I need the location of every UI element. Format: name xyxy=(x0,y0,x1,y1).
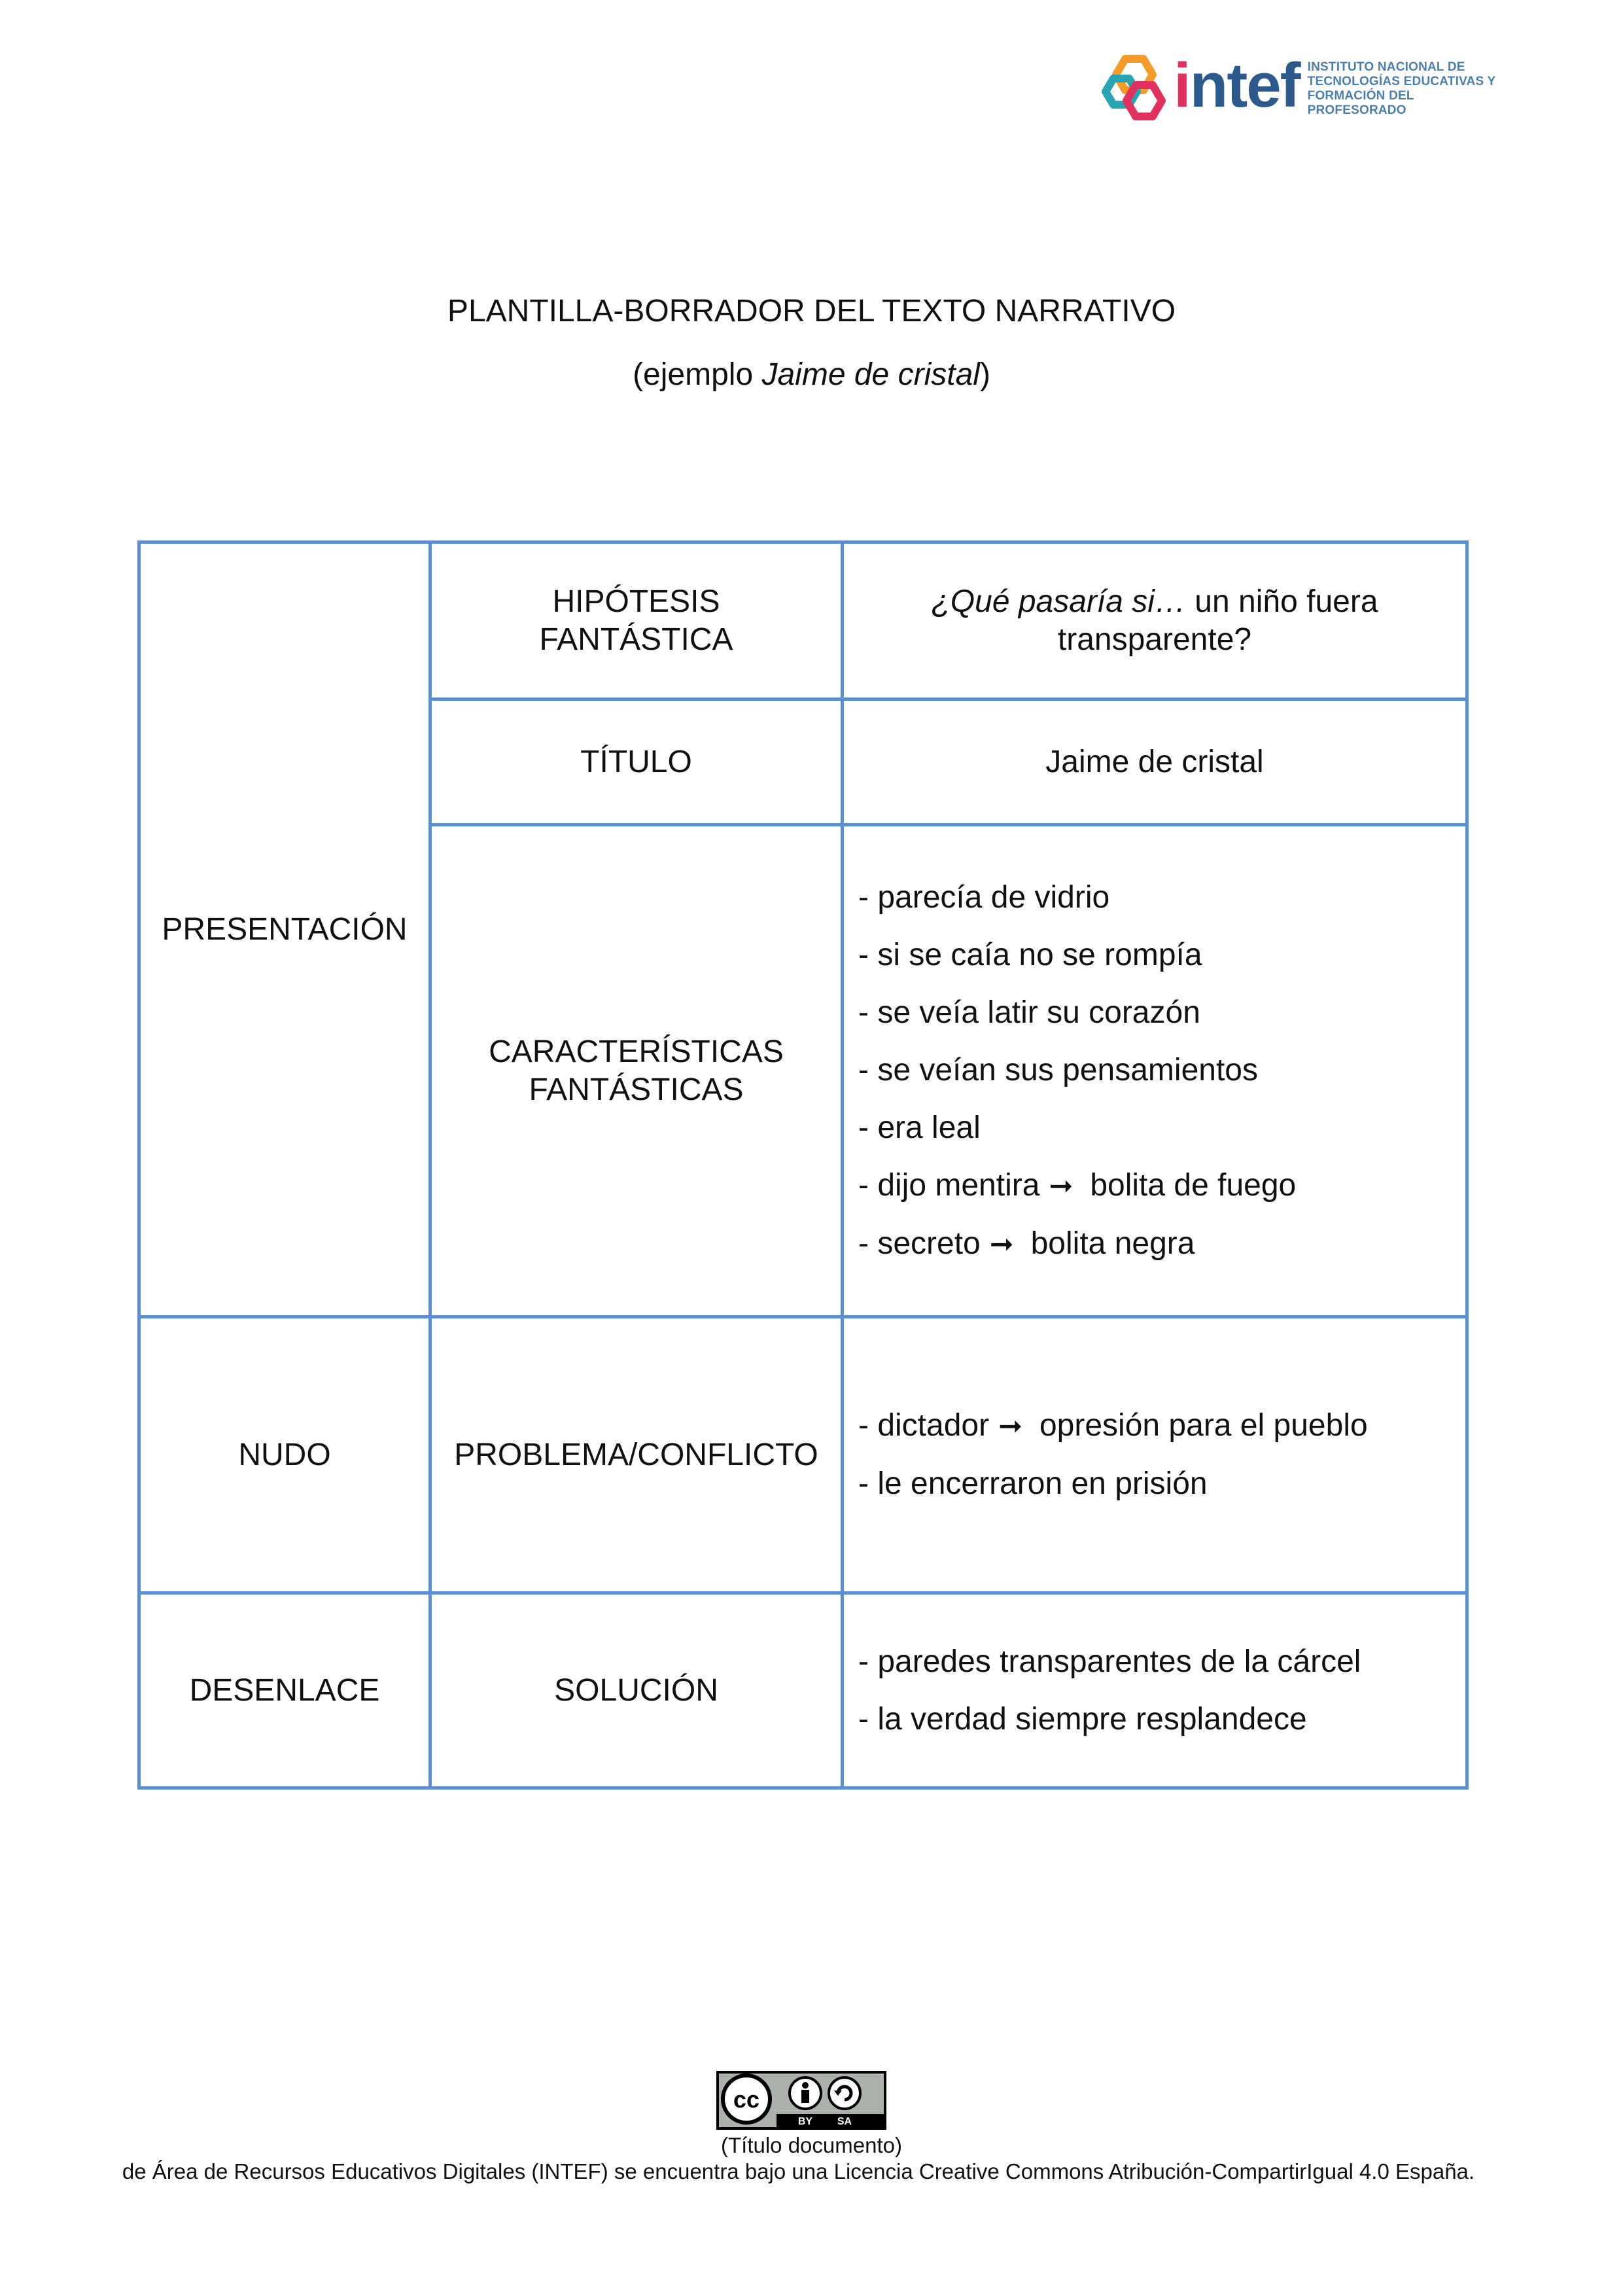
value-solucion xyxy=(843,1593,1467,1788)
label-caracteristicas xyxy=(430,825,843,1317)
document-title: PLANTILLA-BORRADOR DEL TEXTO NARRATIVO xyxy=(447,294,1176,328)
intef-wordmark xyxy=(1174,50,1300,120)
cc-by-text: BY xyxy=(797,2116,813,2127)
subtitle-italic: Jaime de cristal xyxy=(761,357,980,392)
list-item xyxy=(858,1157,1457,1215)
value-hipotesis xyxy=(843,542,1467,699)
cc-sa-text: SA xyxy=(837,2116,852,2127)
label-hipotesis-line-2: FANTÁSTICA xyxy=(539,622,733,657)
intef-logo-mark-icon xyxy=(1099,52,1170,126)
section-presentacion: PRESENTACIÓN xyxy=(139,542,430,1317)
intef-logo xyxy=(1099,51,1505,126)
cc-by-sa-license-icon xyxy=(716,2071,886,2130)
list-item-right: bolita negra xyxy=(1030,1226,1195,1261)
label-caracteristicas-line-2: FANTÁSTICAS xyxy=(529,1072,744,1107)
label-hipotesis xyxy=(430,542,843,699)
section-desenlace: DESENLACE xyxy=(139,1593,430,1788)
list-item: - era leal xyxy=(858,1110,981,1145)
table-row-nudo xyxy=(139,1317,1467,1593)
cc-text: cc xyxy=(733,2086,760,2113)
label-hipotesis-line-1: HIPÓTESIS xyxy=(552,584,720,619)
list-item-left: - dijo mentira xyxy=(858,1167,1040,1203)
document-subtitle xyxy=(0,357,1623,393)
list-item xyxy=(858,1397,1457,1455)
value-titulo: Jaime de cristal xyxy=(843,699,1467,825)
label-problema: PROBLEMA/CONFLICTO xyxy=(430,1317,843,1593)
intef-institute-name xyxy=(1308,60,1505,118)
footer-document-title: (Título documento) xyxy=(721,2133,902,2157)
list-item: - se veía latir su corazón xyxy=(858,995,1200,1030)
value-problema xyxy=(843,1317,1467,1593)
table-row-hipotesis xyxy=(139,542,1467,699)
list-item: - se veían sus pensamientos xyxy=(858,1052,1258,1087)
hipotesis-question-italic: ¿Qué pasaría si… xyxy=(931,584,1186,619)
list-item: - parecía de vidrio xyxy=(858,879,1110,915)
narrative-template-table xyxy=(137,540,1469,1790)
arrow-right-icon: ➞ xyxy=(989,1227,1014,1260)
hipotesis-question-rest: un niño fuera xyxy=(1185,584,1378,619)
list-item: - si se caía no se rompía xyxy=(858,937,1202,972)
list-item-left: - dictador xyxy=(858,1408,990,1443)
institute-line-1: INSTITUTO NACIONAL DE xyxy=(1307,60,1465,74)
list-item-right: bolita de fuego xyxy=(1090,1167,1297,1203)
hipotesis-question-line-2: transparente? xyxy=(1057,622,1252,657)
list-item xyxy=(858,1215,1457,1273)
arrow-right-icon: ➞ xyxy=(1049,1169,1073,1202)
label-solucion: SOLUCIÓN xyxy=(430,1593,843,1788)
list-item: - le encerraron en prisión xyxy=(858,1466,1208,1501)
list-item-right: opresión para el pueblo xyxy=(1039,1408,1368,1443)
subtitle-suffix: ) xyxy=(979,357,990,392)
subtitle-prefix: (ejemplo xyxy=(633,357,762,392)
value-caracteristicas xyxy=(843,825,1467,1317)
list-item: - la verdad siempre resplandece xyxy=(858,1701,1307,1737)
list-item-left: - secreto xyxy=(858,1226,981,1261)
list-item: - paredes transparentes de la cárcel xyxy=(858,1644,1361,1679)
section-nudo: NUDO xyxy=(139,1317,430,1593)
footer-license-text: de Área de Recursos Educativos Digitales (INTEF) se encuentra bajo una Licencia Creative Commons Atribución-CompartirIgual 4.0 España. xyxy=(122,2159,1475,2183)
institute-line-2: TECNOLOGÍAS EDUCATIVAS Y xyxy=(1307,74,1496,88)
label-titulo: TÍTULO xyxy=(430,699,843,825)
institute-line-3: FORMACIÓN DEL PROFESORADO xyxy=(1307,88,1414,117)
wordmark-i: i xyxy=(1174,50,1190,120)
table-row-desenlace xyxy=(139,1593,1467,1788)
wordmark-rest: ntef xyxy=(1189,50,1300,120)
label-caracteristicas-line-1: CARACTERÍSTICAS xyxy=(489,1034,784,1069)
arrow-right-icon: ➞ xyxy=(998,1410,1022,1442)
